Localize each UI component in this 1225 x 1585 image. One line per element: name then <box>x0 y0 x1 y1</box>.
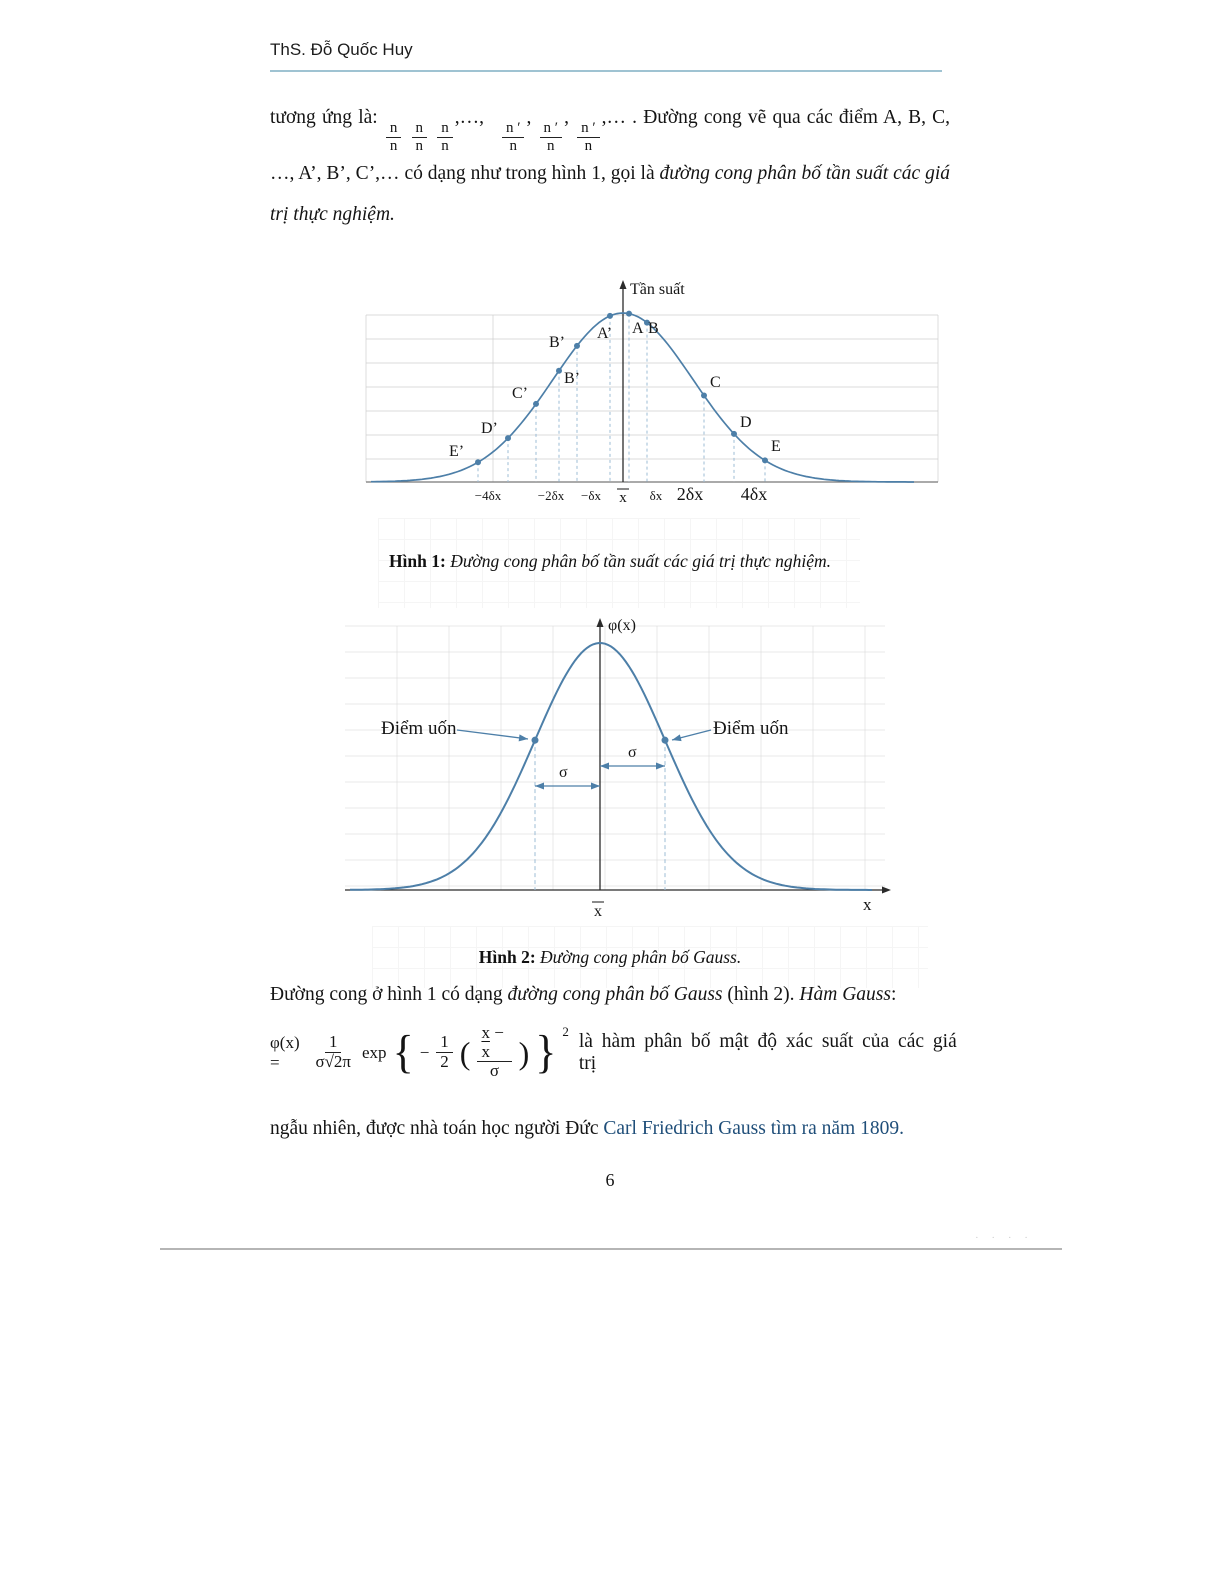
formula-lhs: φ(x) = <box>270 1032 300 1072</box>
figure-1 <box>363 270 941 520</box>
figure1-caption-label: Hình 1: <box>388 551 446 571</box>
formula-inner-denominator: σ <box>489 1061 500 1081</box>
svg-text:4δx: 4δx <box>740 484 768 504</box>
left-paren: ( <box>459 1034 471 1071</box>
svg-text:−4δx: −4δx <box>474 488 502 503</box>
fraction: $\frac{n '}{n}$ <box>577 120 600 154</box>
figure1-frequency-curve-chart <box>363 270 941 520</box>
fraction: $\frac{n '}{n}$ <box>540 120 563 154</box>
svg-text:E’: E’ <box>449 443 465 460</box>
formula-inner-numerator <box>477 1024 511 1062</box>
fraction: $\frac{n}{n}$ <box>386 120 402 154</box>
formula-inner-xbar: $\overline{x}$ <box>481 1041 490 1061</box>
svg-text:Điểm uốn: Điểm uốn <box>381 718 457 739</box>
formula-inner-fraction <box>477 1024 511 1081</box>
footer-marks: · · · · <box>975 1232 1033 1244</box>
svg-text:δx: δx <box>649 488 663 503</box>
paragraph-2 <box>270 984 960 1006</box>
paragraph1-italic: đường cong phân bố tần suất các giá trị thực nghiệm. <box>270 163 950 225</box>
fraction: $\frac{n}{n}$ <box>412 120 428 154</box>
paragraph2-italic-1: đường cong phân bố Gauss <box>507 984 723 1005</box>
svg-text:C’: C’ <box>512 385 528 402</box>
figure1-caption-text: Đường cong phân bố tần suất các giá trị thực nghiệm. <box>445 551 832 571</box>
svg-text:−δx: −δx <box>581 488 601 503</box>
svg-text:E: E <box>771 438 781 455</box>
formula-following-text: là hàm phân bố mật độ xác suất của các giá trị <box>578 1030 957 1074</box>
svg-text:−2δx: −2δx <box>537 488 565 503</box>
figure2-caption <box>270 947 950 968</box>
right-brace: } <box>535 1026 557 1078</box>
paragraph2-text-2: (hình 2). <box>722 984 800 1005</box>
svg-text:σ: σ <box>628 744 637 761</box>
svg-text:B: B <box>648 320 659 337</box>
paragraph1-lead: tương ứng là: <box>270 107 384 128</box>
paragraph-3 <box>270 1118 970 1140</box>
footer-rule <box>160 1248 1062 1250</box>
gauss-formula-row <box>270 1024 960 1081</box>
figure2-caption-text: Đường cong phân bố Gauss. <box>535 947 742 967</box>
svg-text:B’: B’ <box>549 334 565 351</box>
right-paren: ) <box>518 1034 530 1071</box>
gauss-formula <box>270 1024 569 1081</box>
figure2-gauss-curve-chart <box>345 610 895 932</box>
paragraph2-text-3: : <box>890 984 897 1005</box>
formula-exp: exp <box>362 1042 387 1062</box>
formula-main-fraction <box>311 1033 355 1071</box>
fraction-group-2: $\frac{n '}{n}$ , $\frac{n '}{n}$ , $\frac{n '}{n}$ ,… <box>500 107 626 128</box>
formula-minus: − <box>419 1042 430 1062</box>
svg-text:D’: D’ <box>481 420 498 437</box>
formula-main-numerator: 1 <box>325 1033 342 1053</box>
svg-text:B’: B’ <box>564 370 580 387</box>
svg-text:σ: σ <box>559 764 568 781</box>
svg-text:A’: A’ <box>597 325 613 342</box>
svg-text:C: C <box>710 374 721 391</box>
page-header-author: ThS. Đỗ Quốc Huy <box>270 40 413 59</box>
fraction-group-1: $\frac{n}{n}$ $\frac{n}{n}$ $\frac{n}{n}$ ,…, <box>384 107 484 128</box>
svg-text:Điểm uốn: Điểm uốn <box>713 718 789 739</box>
svg-text:2δx: 2δx <box>676 484 704 504</box>
page-number: 6 <box>605 1170 615 1190</box>
figure2-caption-label: Hình 2: <box>478 947 536 967</box>
formula-inner-x: x − <box>481 1023 504 1042</box>
formula-main-denominator: σ√2π <box>315 1052 352 1072</box>
fraction: $\frac{n}{n}$ <box>437 120 453 154</box>
paragraph3-text: ngẫu nhiên, được nhà toán học người Đức <box>270 1118 604 1139</box>
fraction: $\frac{n '}{n}$ <box>502 120 525 154</box>
formula-exponent: 2 <box>562 1024 569 1039</box>
paragraph2-italic-2: Hàm Gauss <box>799 984 891 1005</box>
paragraph1-body: . Đường cong vẽ qua các điểm A, B, C, …, A’, B’, C’,… có dạng như trong hình 1, gọi là <box>270 107 951 184</box>
header-rule <box>270 70 942 72</box>
svg-text:Tần suất: Tần suất <box>630 281 685 298</box>
svg-text:x: x <box>594 903 602 920</box>
svg-text:x: x <box>619 490 627 506</box>
formula-half-fraction <box>436 1033 453 1071</box>
paragraph-1 <box>270 98 950 236</box>
svg-text:φ(x): φ(x) <box>608 617 636 634</box>
svg-text:D: D <box>740 414 752 431</box>
left-brace: { <box>392 1026 414 1078</box>
figure-2 <box>345 610 895 932</box>
formula-half-denominator: 2 <box>440 1052 449 1072</box>
formula-half-numerator: 1 <box>436 1033 453 1053</box>
paragraph3-gauss-reference: Carl Friedrich Gauss tìm ra năm 1809. <box>603 1118 904 1139</box>
svg-text:A: A <box>632 320 644 337</box>
svg-text:x: x <box>863 895 872 914</box>
paragraph2-text-1: Đường cong ở hình 1 có dạng <box>270 984 508 1005</box>
figure1-caption <box>270 551 950 572</box>
